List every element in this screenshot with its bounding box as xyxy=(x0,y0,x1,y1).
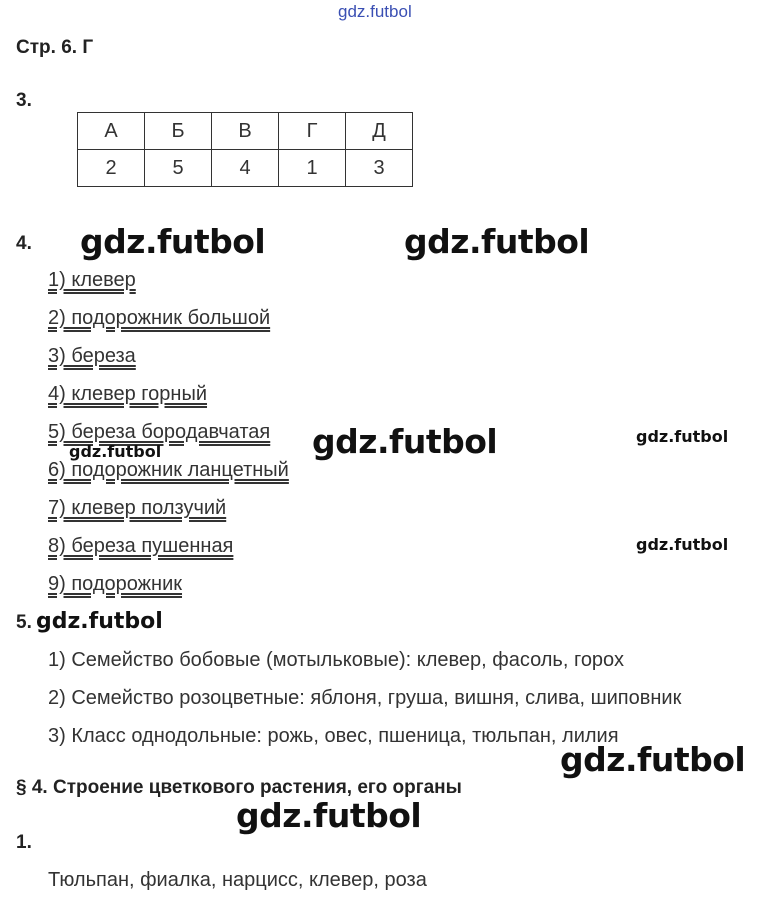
table-cell: А xyxy=(78,113,145,150)
list-item: 8) береза пушенная xyxy=(48,535,234,557)
list-item: 7) клевер ползучий xyxy=(48,497,227,519)
watermark-top: gdz.futbol xyxy=(338,2,412,21)
answer-table xyxy=(77,112,413,187)
page-header: Стр. 6. Г xyxy=(16,37,94,58)
watermark-right: gdz.futbol xyxy=(560,740,746,779)
watermark-q5: gdz.futbol xyxy=(36,609,163,634)
watermark-small-right-lower: gdz.futbol xyxy=(636,535,729,554)
watermark-bottom: gdz.futbol xyxy=(236,796,422,835)
section-title: § 4. Строение цветкового растения, его органы xyxy=(16,777,462,798)
question-5-number: 5. xyxy=(16,612,32,633)
table-cell: Г xyxy=(279,113,346,150)
section-question-1-answer: Тюльпан, фиалка, нарцисс, клевер, роза xyxy=(48,869,427,891)
watermark-middle: gdz.futbol xyxy=(312,422,498,461)
table-cell: Д xyxy=(346,113,413,150)
classification-item: 1) Семейство бобовые (мотыльковые): клевер, фасоль, горох xyxy=(48,649,624,671)
list-item: 9) подорожник xyxy=(48,573,183,595)
table-cell: 1 xyxy=(279,150,346,187)
question-3-number: 3. xyxy=(16,90,32,111)
classification-item: 2) Семейство розоцветные: яблоня, груша, вишня, слива, шиповник xyxy=(48,687,682,709)
table-cell: Б xyxy=(145,113,212,150)
watermark-q4-right: gdz.futbol xyxy=(404,222,590,261)
answer-table-value-row xyxy=(78,150,413,187)
watermark-small-left: gdz.futbol xyxy=(69,442,162,461)
table-cell: 4 xyxy=(212,150,279,187)
list-item: 5) береза бородавчатая xyxy=(48,421,271,443)
list-item: 4) клевер горный xyxy=(48,383,208,405)
list-item: 6) подорожник ланцетный xyxy=(48,459,289,481)
section-question-1-number: 1. xyxy=(16,832,32,853)
list-item: 2) подорожник большой xyxy=(48,307,271,329)
table-cell: 2 xyxy=(78,150,145,187)
answer-table-header-row xyxy=(78,113,413,150)
watermark-q4-left: gdz.futbol xyxy=(80,222,266,261)
table-cell: 3 xyxy=(346,150,413,187)
classification-item: 3) Класс однодольные: рожь, овес, пшеница, тюльпан, лилия xyxy=(48,725,619,747)
list-item: 3) береза xyxy=(48,345,136,367)
table-cell: 5 xyxy=(145,150,212,187)
question-4-number: 4. xyxy=(16,233,32,254)
table-cell: В xyxy=(212,113,279,150)
list-item: 1) клевер xyxy=(48,269,136,291)
watermark-small-right: gdz.futbol xyxy=(636,427,729,446)
